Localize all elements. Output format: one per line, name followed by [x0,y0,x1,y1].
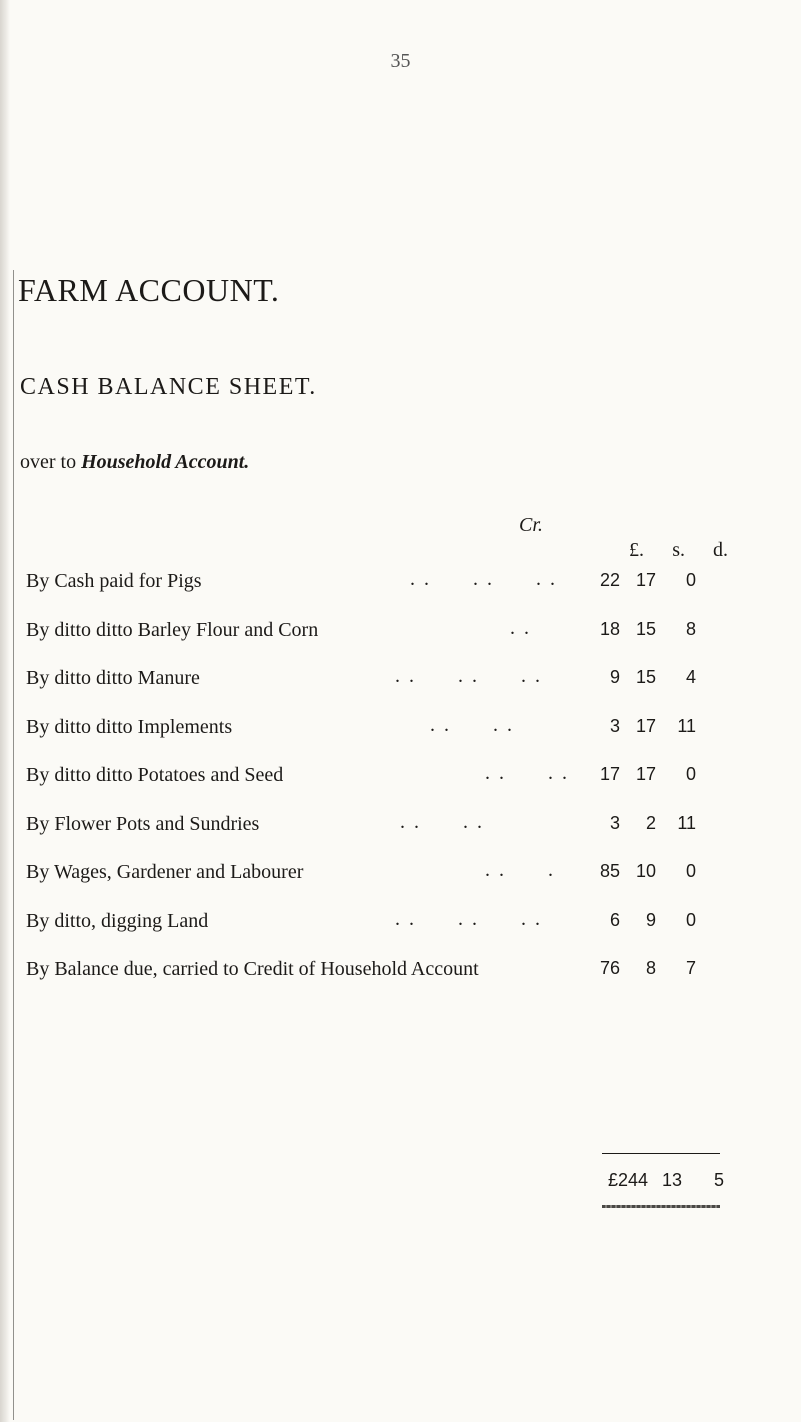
row-shillings: 15 [635,667,656,687]
row-shillings: 15 [635,618,656,639]
row-shillings: 17 [635,764,656,784]
row-pounds: 18 [599,618,620,639]
row-description: By ditto ditto Manure [26,667,200,689]
carry-over-prefix: over to [20,451,77,473]
row-pence: 0 [685,909,696,930]
row-leader-dots: . . [510,616,531,639]
row-pence: 8 [685,618,696,639]
row-pence: 4 [685,667,696,687]
row-leader-dots: . . . . . . [395,907,542,930]
row-pence: 7 [685,958,696,978]
row-shillings: 9 [645,909,656,930]
row-pence: 0 [685,570,696,590]
total-pounds: £244 [607,1170,648,1190]
row-shillings: 17 [635,715,656,736]
row-description: By Flower Pots and Sundries [26,812,260,835]
column-head-shillings: s. [672,539,685,561]
row-description: By ditto ditto Barley Flour and Corn [26,618,319,641]
row-description: By ditto ditto Implements [26,715,233,738]
ledger-row [0,764,801,794]
row-shillings: 17 [635,570,656,590]
ledger-row [0,861,801,891]
row-description: By Balance due, carried to Credit of Household Account [26,958,479,980]
ledger-row [0,570,801,600]
row-shillings: 10 [635,861,656,881]
carry-over-note [20,451,249,474]
row-leader-dots: . . . [485,859,555,881]
page-gutter-shadow [0,0,10,1422]
sheet-subtitle: CASH BALANCE SHEET. [20,374,317,400]
print-rule-mark [602,1205,720,1208]
row-leader-dots: . . . . . . [395,665,542,687]
ledger-row [0,810,801,843]
margin-rule [13,270,14,1420]
row-pence: 0 [685,764,696,784]
row-pounds: 6 [609,909,620,930]
row-pounds: 76 [599,958,620,978]
total-rule [602,1153,720,1154]
row-pounds: 9 [609,667,620,687]
total-pence: 5 [713,1170,724,1190]
row-pence: 0 [685,861,696,881]
row-pounds: 22 [599,570,620,590]
row-pounds: 85 [599,861,620,881]
column-head-pence: d. [713,539,728,561]
row-pounds: 3 [609,812,620,833]
row-description: By ditto, digging Land [26,909,209,932]
ledger-row [0,713,801,746]
row-shillings: 8 [645,958,656,978]
row-pounds: 3 [609,715,620,736]
ledger-row [0,907,801,940]
row-leader-dots: . . . . . . [410,568,557,590]
row-shillings: 2 [645,812,656,833]
row-description: By Wages, Gardener and Labourer [26,861,304,883]
total-shillings: 13 [661,1170,682,1190]
row-description: By Cash paid for Pigs [26,570,202,592]
row-pounds: 17 [599,764,620,784]
page-title: FARM ACCOUNT. [18,272,280,308]
row-description: By ditto ditto Potatoes and Seed [26,764,284,786]
ledger-row [0,616,801,649]
ledger-row [0,667,801,697]
row-pence: 11 [677,715,696,736]
column-head-pounds: £. [629,539,644,561]
row-leader-dots: . . . . [430,713,514,736]
carry-over-target: Household Account. [81,451,250,473]
row-leader-dots: . . . . [485,762,569,784]
row-pence: 11 [677,812,696,833]
row-leader-dots: . . . . [400,810,484,833]
page-number: 35 [390,50,411,72]
credit-side-label: Cr. [519,514,543,536]
ledger-row [0,958,801,988]
